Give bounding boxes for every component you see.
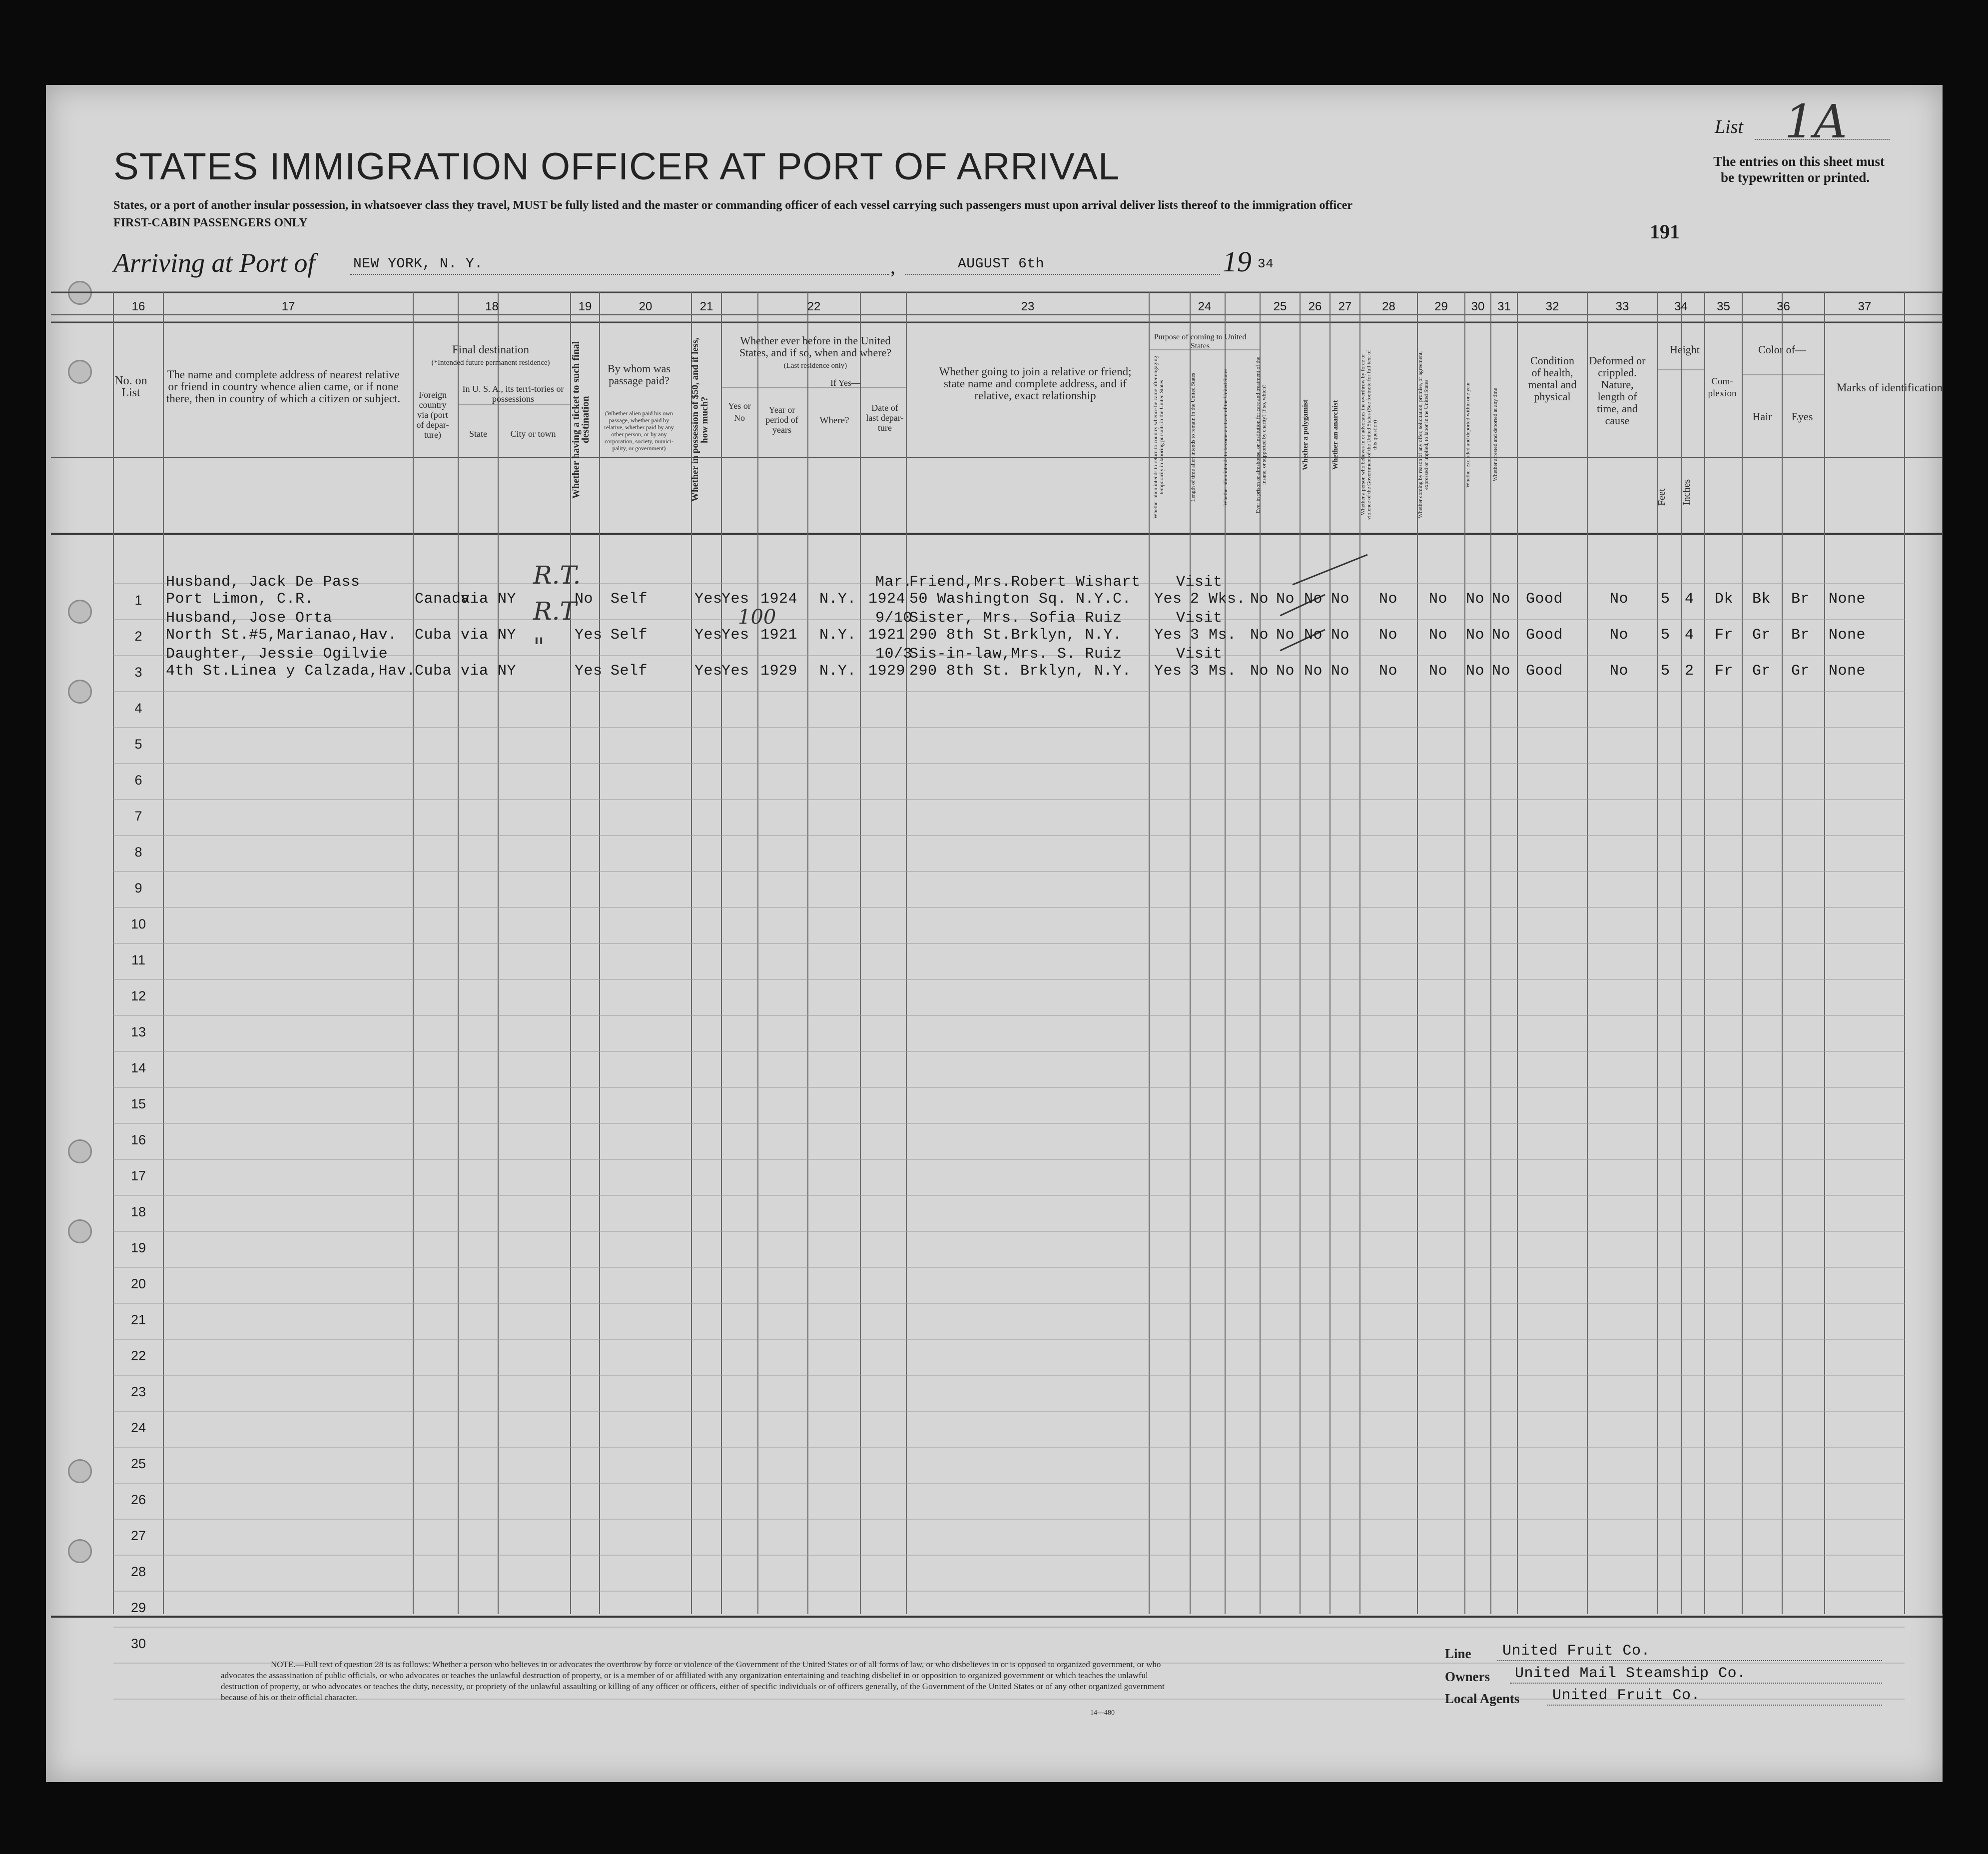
form-title: STATES IMMIGRATION OFFICER AT PORT OF ARRIVAL — [113, 145, 1120, 188]
agents-underline — [1547, 1705, 1882, 1706]
column-number: 24 — [1198, 300, 1212, 313]
row-deformed: No — [1610, 627, 1629, 644]
header-condition: Condition of health, mental and physical — [1528, 354, 1577, 403]
row-date-top: 9/10 — [875, 610, 913, 627]
agents-label: Local Agents — [1445, 1691, 1520, 1706]
row-before-us: Yes — [721, 663, 749, 680]
owners-value: United Mail Steamship Co. — [1515, 1665, 1746, 1682]
line-underline — [1497, 1660, 1882, 1661]
header-hair: Hair — [1752, 410, 1772, 423]
table-grid — [46, 85, 1943, 1782]
row-possession: Yes — [694, 663, 722, 680]
row-anarchist: No — [1331, 627, 1350, 644]
row-number: 8 — [134, 845, 142, 860]
header-before-us: Whether ever before in the United States, and if so, when and where? — [739, 334, 892, 359]
row-q31: No — [1492, 663, 1511, 680]
row-complexion: Fr — [1715, 663, 1734, 680]
row-length-of-stay: 2 Wks. — [1190, 591, 1246, 608]
row-prison: No — [1276, 627, 1295, 644]
header-joining: Whether going to join a relative or friend; state name and complete address, and if relative, exact relationship — [939, 365, 1132, 402]
header-purpose-b: Length of time alien intends to remain in the United States — [1190, 373, 1196, 502]
row-q31: No — [1492, 591, 1511, 608]
row-condition: Good — [1526, 591, 1563, 608]
row-marks: None — [1829, 663, 1866, 680]
row-relative-name: Daughter, Jessie Ogilvie — [166, 646, 388, 663]
row-number: 30 — [130, 1636, 146, 1651]
row-feet: 5 — [1661, 627, 1670, 644]
row-relative-name: Husband, Jack De Pass — [166, 574, 360, 591]
row-possession-handwritten-mark: 100 — [738, 606, 776, 629]
owners-underline — [1510, 1683, 1882, 1684]
column-number: 37 — [1858, 300, 1872, 313]
row-date-bottom: 1929 — [868, 663, 906, 680]
row-number: 17 — [130, 1168, 146, 1183]
row-q28: No — [1379, 627, 1398, 644]
column-number: 22 — [807, 300, 821, 313]
comma: , — [890, 255, 895, 278]
header-possession: Whether in possession of $50, and if less, how much? — [690, 337, 710, 502]
row-citizen: No — [1250, 591, 1269, 608]
row-number: 21 — [130, 1312, 146, 1327]
row-prison: No — [1276, 591, 1295, 608]
header-feet: Feet — [1656, 488, 1667, 506]
row-polygamist: No — [1304, 663, 1323, 680]
row-joining-name: Sister, Mrs. Sofia Ruiz — [909, 610, 1122, 627]
row-complexion: Dk — [1715, 591, 1734, 608]
row-number: 29 — [130, 1600, 146, 1615]
column-number: 35 — [1717, 300, 1730, 313]
sheet-number: 191 — [1650, 220, 1680, 243]
row-state-handwritten-mark: " — [533, 633, 545, 662]
column-number: 34 — [1674, 300, 1688, 313]
line-label: Line — [1445, 1646, 1471, 1661]
owners-label: Owners — [1445, 1669, 1490, 1684]
row-number: 28 — [130, 1564, 146, 1579]
header-marks: Marks of identification — [1836, 381, 1943, 394]
header-relative: The name and complete address of nearest relative or friend in country whence alien came, or if none there, then in country of which a citizen or subject. — [166, 368, 401, 405]
row-q30: No — [1466, 591, 1485, 608]
row-date-bottom: 1921 — [868, 627, 906, 644]
row-q28: No — [1379, 663, 1398, 680]
column-number: 17 — [281, 300, 295, 313]
row-passage-paid: Self — [611, 591, 648, 608]
row-foreign-country: Cuba — [415, 663, 452, 680]
row-date-top: 10/3 — [875, 646, 913, 663]
row-q29: No — [1429, 663, 1448, 680]
row-q30: No — [1466, 663, 1485, 680]
row-purpose: Visit — [1176, 610, 1223, 627]
row-citizen: No — [1250, 663, 1269, 680]
row-number: 2 — [134, 629, 142, 644]
column-number: 27 — [1338, 300, 1352, 313]
column-number: 23 — [1021, 300, 1035, 313]
row-date-top: Mar. — [875, 574, 913, 591]
row-deformed: No — [1610, 663, 1629, 680]
row-relative-address: North St.#5,Marianao,Hav. — [166, 627, 397, 644]
header-eyes: Eyes — [1791, 410, 1813, 423]
header-q30: Whether excluded and deported within one year — [1465, 382, 1471, 488]
arrival-date: AUGUST 6th — [958, 256, 1045, 272]
row-deformed: No — [1610, 591, 1629, 608]
row-year: 1924 — [760, 591, 798, 608]
row-number: 12 — [130, 988, 146, 1003]
header-yes-or-no: Yes or No — [728, 401, 751, 423]
row-purpose: Visit — [1176, 646, 1223, 663]
row-purpose-yes: Yes — [1154, 627, 1182, 644]
header-color-of: Color of— — [1758, 343, 1806, 356]
row-purpose-yes: Yes — [1154, 591, 1182, 608]
header-state: State — [469, 429, 487, 439]
row-polygamist: No — [1304, 627, 1323, 644]
agents-value: United Fruit Co. — [1552, 1687, 1701, 1704]
row-before-us: Yes — [721, 627, 749, 644]
row-joining-name: Friend,Mrs.Robert Wishart — [909, 574, 1141, 591]
header-q29: Whether coming by reason of any offer, solicitation, promise, or agreement, expressed or implied, to labor in the United States — [1417, 351, 1429, 519]
row-prison: No — [1276, 663, 1295, 680]
column-number: 28 — [1382, 300, 1395, 313]
column-number: 20 — [639, 300, 653, 313]
row-via-port: via NY — [461, 627, 517, 644]
port-name: NEW YORK, N. Y. — [353, 256, 483, 272]
column-number: 21 — [699, 300, 713, 313]
header-complexion: Com-plexion — [1708, 376, 1737, 399]
row-number: 1 — [134, 593, 142, 608]
header-foreign-country: Foreign country via (port of depar-ture) — [416, 390, 449, 440]
header-final-destination: Final destination — [452, 343, 529, 356]
row-anarchist: No — [1331, 663, 1350, 680]
header-anarchist: Whether an anarchist — [1331, 400, 1339, 470]
class-line: FIRST-CABIN PASSENGERS ONLY — [113, 216, 308, 229]
row-number: 24 — [130, 1420, 146, 1435]
header-year-or-period: Year or period of years — [765, 405, 798, 435]
row-number: 5 — [134, 737, 142, 752]
column-number: 19 — [578, 300, 592, 313]
row-q30: No — [1466, 627, 1485, 644]
row-date-bottom: 1924 — [868, 591, 906, 608]
header-where: Where? — [819, 415, 849, 426]
row-number: 4 — [134, 701, 142, 716]
header-passage: By whom was passage paid? — [608, 362, 670, 387]
year-prefix: 19 — [1223, 245, 1252, 278]
year-suffix: 34 — [1258, 256, 1274, 271]
row-number: 15 — [130, 1096, 146, 1111]
header-purpose-a: Whether alien intends to return to country whence he came after engaging temporarily in laboring pursuits in the United States — [1153, 356, 1165, 519]
instruction-text: States, or a port of another insular possession, in whatsoever class they travel, MUST be fully listed and the master or commanding officer of each vessel carrying such passengers must upon arrival deliver lists thereof to the immigration officer — [113, 199, 1353, 212]
row-joining-address: 290 8th St. Brklyn, N.Y. — [909, 663, 1132, 680]
row-number: 9 — [134, 881, 142, 896]
row-possession: Yes — [694, 627, 722, 644]
row-citizen: No — [1250, 627, 1269, 644]
row-passage-paid: Self — [611, 627, 648, 644]
row-number: 13 — [130, 1024, 146, 1039]
row-number: 22 — [130, 1348, 146, 1363]
line-value: United Fruit Co. — [1502, 1643, 1651, 1660]
row-via-port: via NY — [461, 591, 517, 608]
row-condition: Good — [1526, 627, 1563, 644]
row-number: 11 — [131, 952, 146, 967]
row-eyes: Br — [1791, 591, 1810, 608]
row-ticket: Yes — [575, 627, 603, 644]
row-length-of-stay: 3 Ms. — [1190, 663, 1237, 680]
row-where: N.Y. — [819, 627, 857, 644]
header-q31: Whether arrested and deported at any time — [1492, 388, 1498, 482]
row-hair: Gr — [1752, 663, 1771, 680]
row-ticket: Yes — [575, 663, 603, 680]
header-final-destination-sub: (*Intended future permanent residence) — [431, 359, 550, 367]
row-passage-paid: Self — [611, 663, 648, 680]
row-inches: 4 — [1685, 627, 1694, 644]
header-q28: Whether a person who believes in or advocates the overthrow by force or violence of the Government of the United States (See footnote for full text of this question) — [1360, 350, 1378, 520]
column-number: 36 — [1777, 300, 1790, 313]
header-purpose: Purpose of coming to United States — [1154, 333, 1247, 350]
row-relative-address: Port Limon, C.R. — [166, 591, 314, 608]
header-purpose-c: Whether alien intends to become a citizen of the United States — [1223, 368, 1229, 506]
typewritten-note-2: be typewritten or printed. — [1721, 170, 1870, 185]
row-where: N.Y. — [819, 663, 857, 680]
row-number: 18 — [130, 1204, 146, 1219]
row-number: 19 — [130, 1240, 146, 1255]
column-number: 32 — [1545, 300, 1559, 313]
column-number: 29 — [1434, 300, 1448, 313]
row-number: 20 — [130, 1276, 146, 1291]
row-before-us: Yes — [721, 591, 749, 608]
row-purpose: Visit — [1176, 574, 1223, 591]
row-feet: 5 — [1661, 663, 1670, 680]
row-purpose-yes: Yes — [1154, 663, 1182, 680]
header-if-yes: If Yes— — [830, 378, 860, 388]
header-polygamist: Whether a polygamist — [1302, 399, 1310, 470]
column-number: 31 — [1497, 300, 1511, 313]
row-number: 25 — [130, 1456, 146, 1471]
row-number: 26 — [130, 1492, 146, 1507]
row-joining-address: 290 8th St.Brklyn, N.Y. — [909, 627, 1122, 644]
row-feet: 5 — [1661, 591, 1670, 608]
row-number: 7 — [134, 809, 142, 824]
header-in-usa: In U. S. A., its terri-tories or possessions — [462, 384, 564, 404]
row-foreign-country: Cuba — [415, 627, 452, 644]
header-city: City or town — [510, 429, 556, 439]
list-number: 1A — [1785, 95, 1847, 148]
column-number: 16 — [131, 300, 145, 313]
row-where: N.Y. — [819, 591, 857, 608]
row-ticket: No — [575, 591, 594, 608]
row-number: 27 — [130, 1528, 146, 1543]
column-number: 18 — [485, 300, 499, 313]
row-possession: Yes — [694, 591, 722, 608]
manifest-sheet — [46, 85, 1943, 1782]
row-number: 6 — [134, 773, 142, 788]
header-inches: Inches — [1681, 479, 1692, 506]
row-via-port: via NY — [461, 663, 517, 680]
row-condition: Good — [1526, 663, 1563, 680]
header-no-on-list: No. on List — [114, 374, 147, 399]
form-number: 14—480 — [1090, 1709, 1115, 1717]
row-relative-address: 4th St.Linea y Calzada,Hav. — [166, 663, 416, 680]
row-year: 1921 — [760, 627, 798, 644]
row-anarchist: No — [1331, 591, 1350, 608]
row-joining-name: Sis-in-law,Mrs. S. Ruiz — [909, 646, 1122, 663]
column-number: 30 — [1471, 300, 1485, 313]
footnote-question-28: NOTE.—Full text of question 28 is as follows: Whether a person who believes in or advocates the overthrow by force or violence of the Government of the United States or of all forms of law, or who disbelieves in or is opposed to organized government, or who advocates the assassination of public officials, or who advocates or teaches the unlawful destruction of property, or is a member of or affiliated with any organization entertaining and teaching disbelief in or opposition to organized government or which teaches the unlawful destruction of property, or who advocates or teaches the duty, necessity, or propriety of the unlawful assaulting or killing of any officer or officers, either of specific individuals or of officers generally, of the Government of the United States or of any other organized government because of his or their official character. — [221, 1660, 1165, 1702]
row-inches: 2 — [1685, 663, 1694, 680]
row-state-handwritten-mark: R.T. — [533, 561, 581, 590]
row-eyes: Br — [1791, 627, 1810, 644]
row-year: 1929 — [760, 663, 798, 680]
header-deformed: Deformed or crippled. Nature, length of time, and cause — [1589, 354, 1646, 427]
row-number: 10 — [130, 917, 146, 931]
column-number: 33 — [1615, 300, 1629, 313]
header-passage-sub: (Whether alien paid his own passage, whether paid by relative, whether paid by any other person, or by any corporation, society, munici-pality, or government) — [604, 410, 674, 452]
row-hair: Bk — [1752, 591, 1771, 608]
row-marks: None — [1829, 627, 1866, 644]
header-ticket: Whether having a ticket to such final destination — [571, 341, 591, 499]
header-height: Height — [1670, 343, 1700, 356]
row-number: 23 — [130, 1384, 146, 1399]
typewritten-note-1: The entries on this sheet must — [1713, 154, 1885, 169]
row-marks: None — [1829, 591, 1866, 608]
row-number: 16 — [130, 1132, 146, 1147]
row-eyes: Gr — [1791, 663, 1810, 680]
row-relative-name: Husband, Jose Orta — [166, 610, 333, 627]
row-q29: No — [1429, 591, 1448, 608]
row-number: 3 — [134, 665, 142, 680]
row-state-handwritten-mark: R.T — [533, 597, 577, 626]
row-joining-address: 50 Washington Sq. N.Y.C. — [909, 591, 1132, 608]
row-number: 14 — [130, 1060, 146, 1075]
row-foreign-country: Canada — [415, 591, 471, 608]
header-before-us-sub: (Last residence only) — [783, 362, 847, 370]
row-inches: 4 — [1685, 591, 1694, 608]
column-number: 26 — [1308, 300, 1322, 313]
header-date-last: Date of last depar-ture — [866, 403, 904, 433]
row-q31: No — [1492, 627, 1511, 644]
list-label: List — [1715, 116, 1744, 137]
row-length-of-stay: 3 Ms. — [1190, 627, 1237, 644]
arriving-label: Arriving at Port of — [113, 248, 315, 278]
row-q28: No — [1379, 591, 1398, 608]
row-complexion: Fr — [1715, 627, 1734, 644]
header-prison: Ever in prison or almshouse, or institution for care and treatment of the insane, or supported by charity? If so, which? — [1255, 356, 1267, 513]
row-polygamist: No — [1304, 591, 1323, 608]
row-hair: Gr — [1752, 627, 1771, 644]
column-number: 25 — [1273, 300, 1287, 313]
row-q29: No — [1429, 627, 1448, 644]
